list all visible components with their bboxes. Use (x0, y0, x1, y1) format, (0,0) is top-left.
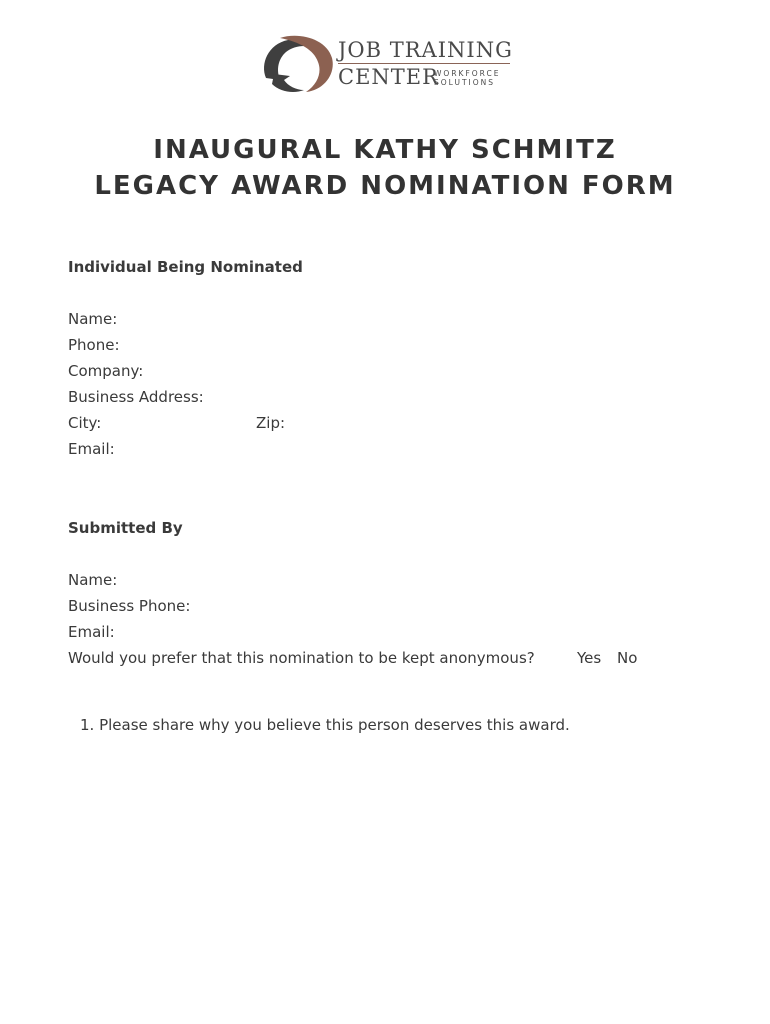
anonymous-question: Would you prefer that this nomination to be kept anonymous? (68, 649, 535, 667)
nominee-address-label: Business Address: (68, 388, 204, 406)
logo-mark-icon (258, 34, 334, 94)
logo-divider (338, 63, 510, 64)
logo-subtext-workforce: WORKFORCE (434, 69, 501, 78)
submitter-section-heading: Submitted By (68, 519, 183, 537)
nominee-zip-label: Zip: (256, 414, 286, 432)
logo-subtext-solutions: SOLUTIONS (434, 78, 496, 87)
nominee-phone-label: Phone: (68, 336, 120, 354)
submitter-phone-label: Business Phone: (68, 597, 191, 615)
form-title-line1: INAUGURAL KATHY SCHMITZ (153, 135, 617, 165)
nominee-city-label: City: (68, 414, 102, 432)
nominee-name-label: Name: (68, 310, 118, 328)
job-training-center-logo (258, 34, 514, 96)
submitter-email-label: Email: (68, 623, 115, 641)
anonymous-yes-option[interactable]: Yes (577, 649, 602, 667)
logo-text-center: CENTER (338, 65, 439, 89)
form-title-line2: LEGACY AWARD NOMINATION FORM (94, 171, 676, 201)
question-1: 1. Please share why you believe this person deserves this award. (80, 716, 570, 734)
nominee-email-label: Email: (68, 440, 115, 458)
anonymous-no-option[interactable]: No (617, 649, 638, 667)
logo-text-job-training: JOB TRAINING (338, 38, 513, 62)
logo-subtext (434, 69, 500, 87)
nominee-section-heading: Individual Being Nominated (68, 258, 303, 276)
nominee-company-label: Company: (68, 362, 144, 380)
form-title (0, 132, 770, 204)
submitter-name-label: Name: (68, 571, 118, 589)
